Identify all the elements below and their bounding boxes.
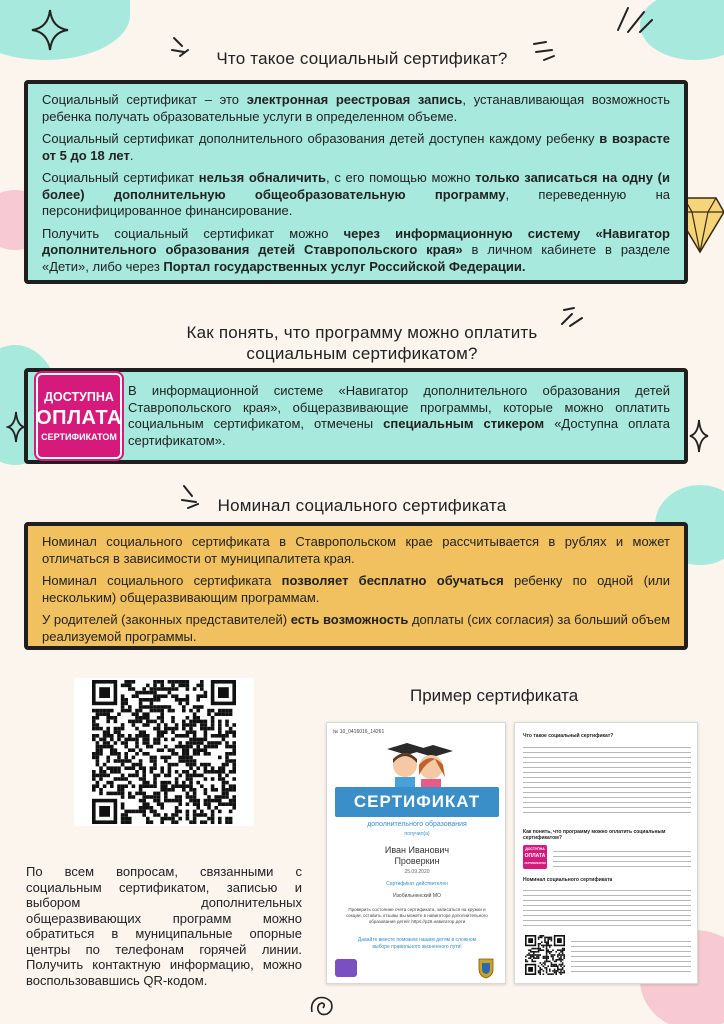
certificate-received: получил(а): [404, 831, 430, 837]
certificate-footer-text: Давайте вместе поможем нашим детям в сложном выборе правильного жизненного пути!: [357, 937, 477, 950]
certificate-logo: [335, 959, 357, 977]
preview-sticker: ДОСТУПНА ОПЛАТА СЕРТИФИКАТОМ: [523, 845, 547, 869]
preview-title: Как понять, что программу можно оплатить социальным сертификатом?: [523, 829, 666, 841]
section-heading-what-is: Что такое социальный сертификат?: [216, 49, 508, 68]
paragraph: Социальный сертификат – это электронная реестровая запись, устанавливающая возможность ребенка получать образовательные услуги в определенном объеме.: [42, 92, 670, 124]
example-heading: Пример сертификата: [410, 686, 579, 705]
qr-code-image: [74, 678, 254, 826]
sparkle-icon: [6, 410, 26, 444]
certificate-subtitle: дополнительного образования: [367, 821, 467, 828]
preview-text-lines: [523, 886, 691, 928]
certificate-status: Сертификат действителен: [386, 881, 448, 887]
certificate-holder-name: Иван Иванович Проверкин: [384, 845, 450, 866]
preview-text-lines: [571, 937, 691, 973]
coat-of-arms-icon: [477, 957, 495, 979]
paragraph: Получить социальный сертификат можно через информационную систему «Навигатор дополнительного образования детей Ставропольского края» в личном кабинете в разделе «Дети», либо через Портал государственных услуг Российской Федерации.: [42, 225, 671, 274]
section-heading-how-to-know: Как понять, что программу можно оплатить социальным сертификатом?: [186, 323, 538, 363]
dash-accent-icon: [614, 4, 654, 34]
payment-sticker: ДОСТУПНА ОПЛАТА СЕРТИФИКАТОМ: [36, 373, 122, 459]
paragraph: Номинал социального сертификата в Ставропольском крае рассчитывается в рублях и может отличаться в зависимости от муниципалитета края.: [42, 534, 670, 566]
paragraph: В информационной системе «Навигатор дополнительного образования детей Ставропольского края», общеразвивающие программы, которые можно оплатить социальным сертификатом, отмечены специальным стикером «Доступна оплата сертификатом».: [128, 383, 670, 448]
certificate-ribbon: СЕРТИФИКАТ: [335, 787, 499, 817]
certificate-number: № 10_0416016_14261: [333, 729, 385, 735]
paragraph: Номинал социального сертификата позволяет бесплатно обучаться ребенку по одной (или нескольким) общеразвивающим программам.: [42, 573, 671, 605]
certificate-example: [326, 722, 506, 984]
section-heading-nominal: Номинал социального сертификата: [217, 496, 507, 515]
certificate-check-text: Проверить состояние счета сертификата, записаться на кружки и секции, оставить отзывы Вы можете в навигаторе дополнительного образования детей: https://p26.навигатор.дети: [346, 907, 488, 924]
certificate-date: 25.09.2020: [404, 869, 430, 875]
paragraph: У родителей (законных представителей) есть возможность доплаты (сих согласия) за больший объем реализуемой программы.: [42, 612, 671, 644]
qr-code[interactable]: [74, 678, 254, 826]
preview-qr-code: [525, 935, 565, 975]
preview-title: Что такое социальный сертификат?: [523, 733, 614, 739]
preview-text-lines: [523, 743, 691, 813]
info-box-what-is: [24, 80, 688, 284]
leaflet-preview: [514, 722, 698, 984]
info-box-nominal: [24, 522, 688, 650]
paragraph: Социальный сертификат нельзя обналичить, с его помощью можно только записаться на одну (и более) дополнительную общеобразовательную программу, переведенную на персонифицированное финансирование.: [42, 170, 670, 218]
paragraph: Социальный сертификат дополнительного образования детей доступен каждому ребенку в возрасте от 5 до 18 лет.: [42, 131, 671, 163]
certificate-municipality: Изобильненский МО: [393, 893, 441, 899]
preview-title: Номинал социального сертификата: [523, 877, 613, 883]
info-box-how-to-know: [24, 368, 688, 464]
contact-info-text: По всем вопросам, связанными с социальным сертификатом, записью и выбором дополнительных общеразвивающих программ можно обратиться в муниципальные опорные центры по телефонам горячей линии. Получить контактную информацию, можно воспользовавшись QR-кодом.: [26, 864, 302, 988]
sparkle-icon: [688, 418, 710, 454]
preview-text-lines: [553, 847, 691, 871]
spiral-doodle-icon: [308, 994, 338, 1022]
sparkle-icon: [30, 8, 70, 52]
